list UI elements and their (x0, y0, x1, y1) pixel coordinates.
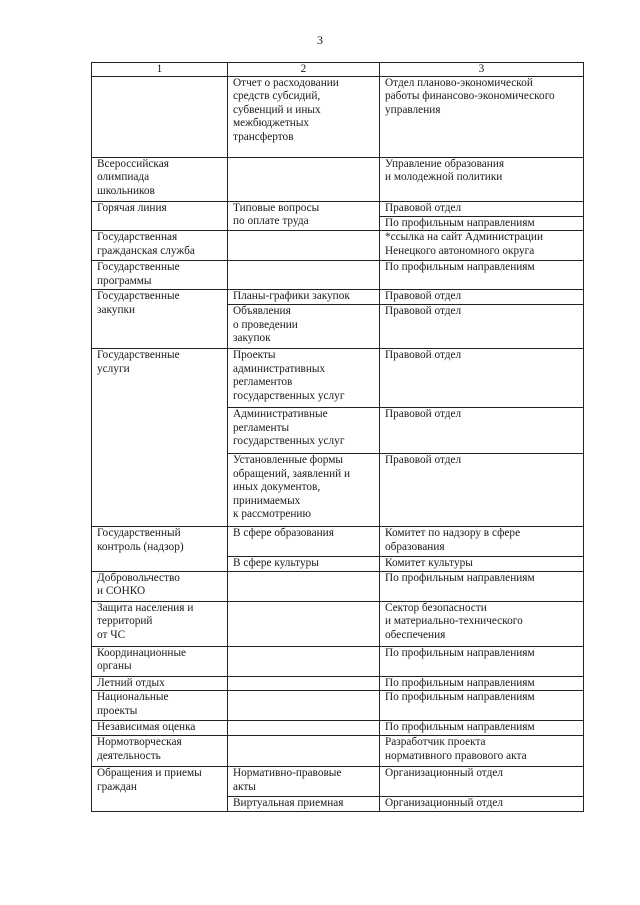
table-row (92, 676, 584, 690)
table-row (92, 571, 584, 601)
document-table (91, 62, 584, 812)
table-row (92, 231, 584, 261)
section-cell: Государственные программы (92, 261, 228, 290)
table-row (92, 261, 584, 290)
page-number: 3 (317, 33, 323, 47)
section-cell: Координационные органы (92, 646, 228, 676)
subsection-cell: В сфере образования (228, 527, 380, 557)
subsection-cell: Планы-графики закупок (228, 290, 380, 305)
section-cell: Всероссийская олимпиада школьников (92, 158, 228, 202)
subsection-cell (228, 261, 380, 290)
table-row (92, 349, 584, 408)
subsection-cell (228, 231, 380, 261)
responsible-cell: Разработчик проекта нормативного правового акта (380, 736, 584, 767)
responsible-cell: По профильным направлениям (380, 646, 584, 676)
responsible-cell: Комитет по надзору в сфере образования (380, 527, 584, 557)
section-cell: Государственные услуги (92, 349, 228, 527)
section-cell: Горячая линия (92, 202, 228, 231)
responsible-cell: По профильным направлениям (380, 721, 584, 736)
header-cell: 1 (92, 63, 228, 77)
responsible-cell: Отдел планово-экономической работы финансово-экономического управления (380, 77, 584, 158)
subsection-cell (228, 736, 380, 767)
subsection-cell: В сфере культуры (228, 557, 380, 571)
responsible-cell: Управление образования и молодежной политики (380, 158, 584, 202)
subsection-cell: Объявления о проведении закупок (228, 305, 380, 349)
subsection-cell: Административные регламенты государственных услуг (228, 408, 380, 454)
responsible-cell: Правовой отдел (380, 202, 584, 217)
responsible-cell: Правовой отдел (380, 454, 584, 527)
subsection-cell (228, 691, 380, 721)
section-cell: Нормотворческая деятельность (92, 736, 228, 767)
responsible-cell: По профильным направлениям (380, 691, 584, 721)
table-row (92, 77, 584, 158)
table-row (92, 721, 584, 736)
responsible-cell: По профильным направлениям (380, 217, 584, 231)
subsection-cell: Установленные формы обращений, заявлений и иных документов, принимаемых к рассмотрению (228, 454, 380, 527)
subsection-cell: Проекты административных регламентов государственных услуг (228, 349, 380, 408)
responsible-cell: Организационный отдел (380, 767, 584, 797)
table-row (92, 290, 584, 305)
table-row (92, 691, 584, 721)
subsection-cell (228, 571, 380, 601)
table-row (92, 527, 584, 557)
subsection-cell: Типовые вопросы по оплате труда (228, 202, 380, 231)
responsible-cell: По профильным направлениям (380, 261, 584, 290)
section-cell (92, 77, 228, 158)
section-cell: Независимая оценка (92, 721, 228, 736)
header-cell: 2 (228, 63, 380, 77)
responsible-cell: Организационный отдел (380, 797, 584, 811)
subsection-cell (228, 158, 380, 202)
section-cell: Национальные проекты (92, 691, 228, 721)
responsible-cell: Правовой отдел (380, 408, 584, 454)
table-row (92, 736, 584, 767)
subsection-cell: Виртуальная приемная (228, 797, 380, 811)
subsection-cell (228, 646, 380, 676)
responsible-cell: По профильным направлениям (380, 676, 584, 690)
table-row (92, 158, 584, 202)
responsible-cell: *ссылка на сайт Администрации Ненецкого автономного округа (380, 231, 584, 261)
table-row (92, 646, 584, 676)
section-cell: Обращения и приемы граждан (92, 767, 228, 811)
responsible-cell: Правовой отдел (380, 290, 584, 305)
responsible-cell: Комитет культуры (380, 557, 584, 571)
table-header-row (92, 63, 584, 77)
section-cell: Летний отдых (92, 676, 228, 690)
section-cell: Добровольчество и СОНКО (92, 571, 228, 601)
section-cell: Государственная гражданская служба (92, 231, 228, 261)
subsection-cell (228, 601, 380, 646)
subsection-cell: Отчет о расходовании средств субсидий, субвенций и иных межбюджетных трансфертов (228, 77, 380, 158)
section-cell: Государственные закупки (92, 290, 228, 349)
responsible-cell: По профильным направлениям (380, 571, 584, 601)
table-row (92, 767, 584, 797)
responsible-cell: Сектор безопасности и материально-технического обеспечения (380, 601, 584, 646)
subsection-cell (228, 721, 380, 736)
table-row (92, 601, 584, 646)
table-row (92, 202, 584, 217)
header-cell: 3 (380, 63, 584, 77)
section-cell: Защита населения и территорий от ЧС (92, 601, 228, 646)
responsible-cell: Правовой отдел (380, 349, 584, 408)
section-cell: Государственный контроль (надзор) (92, 527, 228, 571)
subsection-cell (228, 676, 380, 690)
subsection-cell: Нормативно-правовые акты (228, 767, 380, 797)
responsible-cell: Правовой отдел (380, 305, 584, 349)
